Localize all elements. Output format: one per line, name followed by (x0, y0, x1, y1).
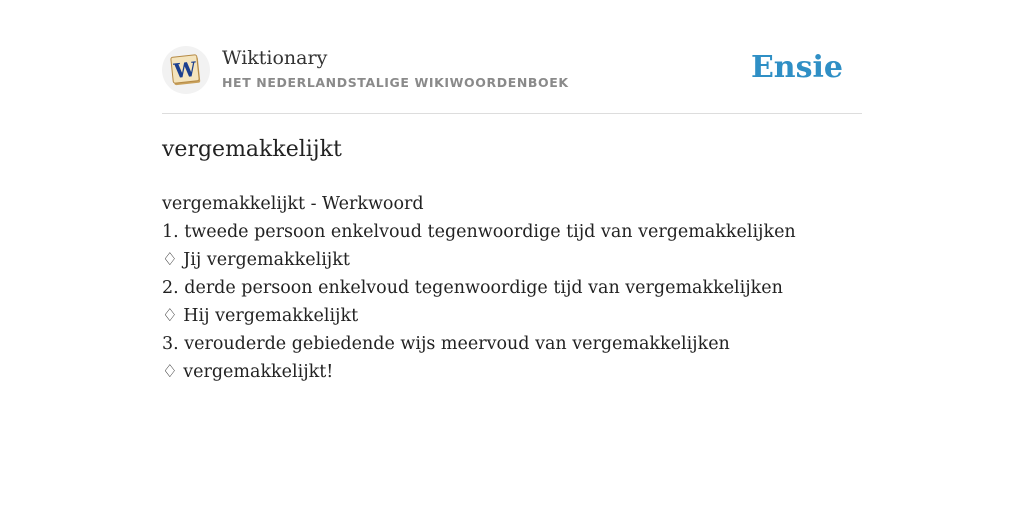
svg-text:W: W (172, 56, 198, 84)
site-subtitle: HET NEDERLANDSTALIGE WIKIWOORDENBOEK (222, 75, 569, 90)
entry-definition (162, 190, 862, 386)
ensie-brand-link[interactable]: Ensie (750, 50, 843, 85)
definition-2: 2. derde persoon enkelvoud tegenwoordige tijd van vergemakkelijken (162, 278, 783, 298)
example-2: ♢ Hij vergemakkelijkt (162, 306, 359, 326)
example-1: ♢ Jij vergemakkelijkt (162, 250, 350, 270)
entry-heading-line: vergemakkelijkt - Werkwoord (162, 194, 424, 214)
entry-title: vergemakkelijkt (162, 137, 342, 162)
site-header (162, 46, 862, 96)
example-3: ♢ vergemakkelijkt! (162, 362, 334, 382)
site-name[interactable]: Wiktionary (222, 47, 328, 69)
wiktionary-logo-icon[interactable] (162, 46, 210, 94)
header-divider (162, 113, 862, 114)
definition-3: 3. verouderde gebiedende wijs meervoud van vergemakkelijken (162, 334, 730, 354)
definition-1: 1. tweede persoon enkelvoud tegenwoordige tijd van vergemakkelijken (162, 222, 796, 242)
